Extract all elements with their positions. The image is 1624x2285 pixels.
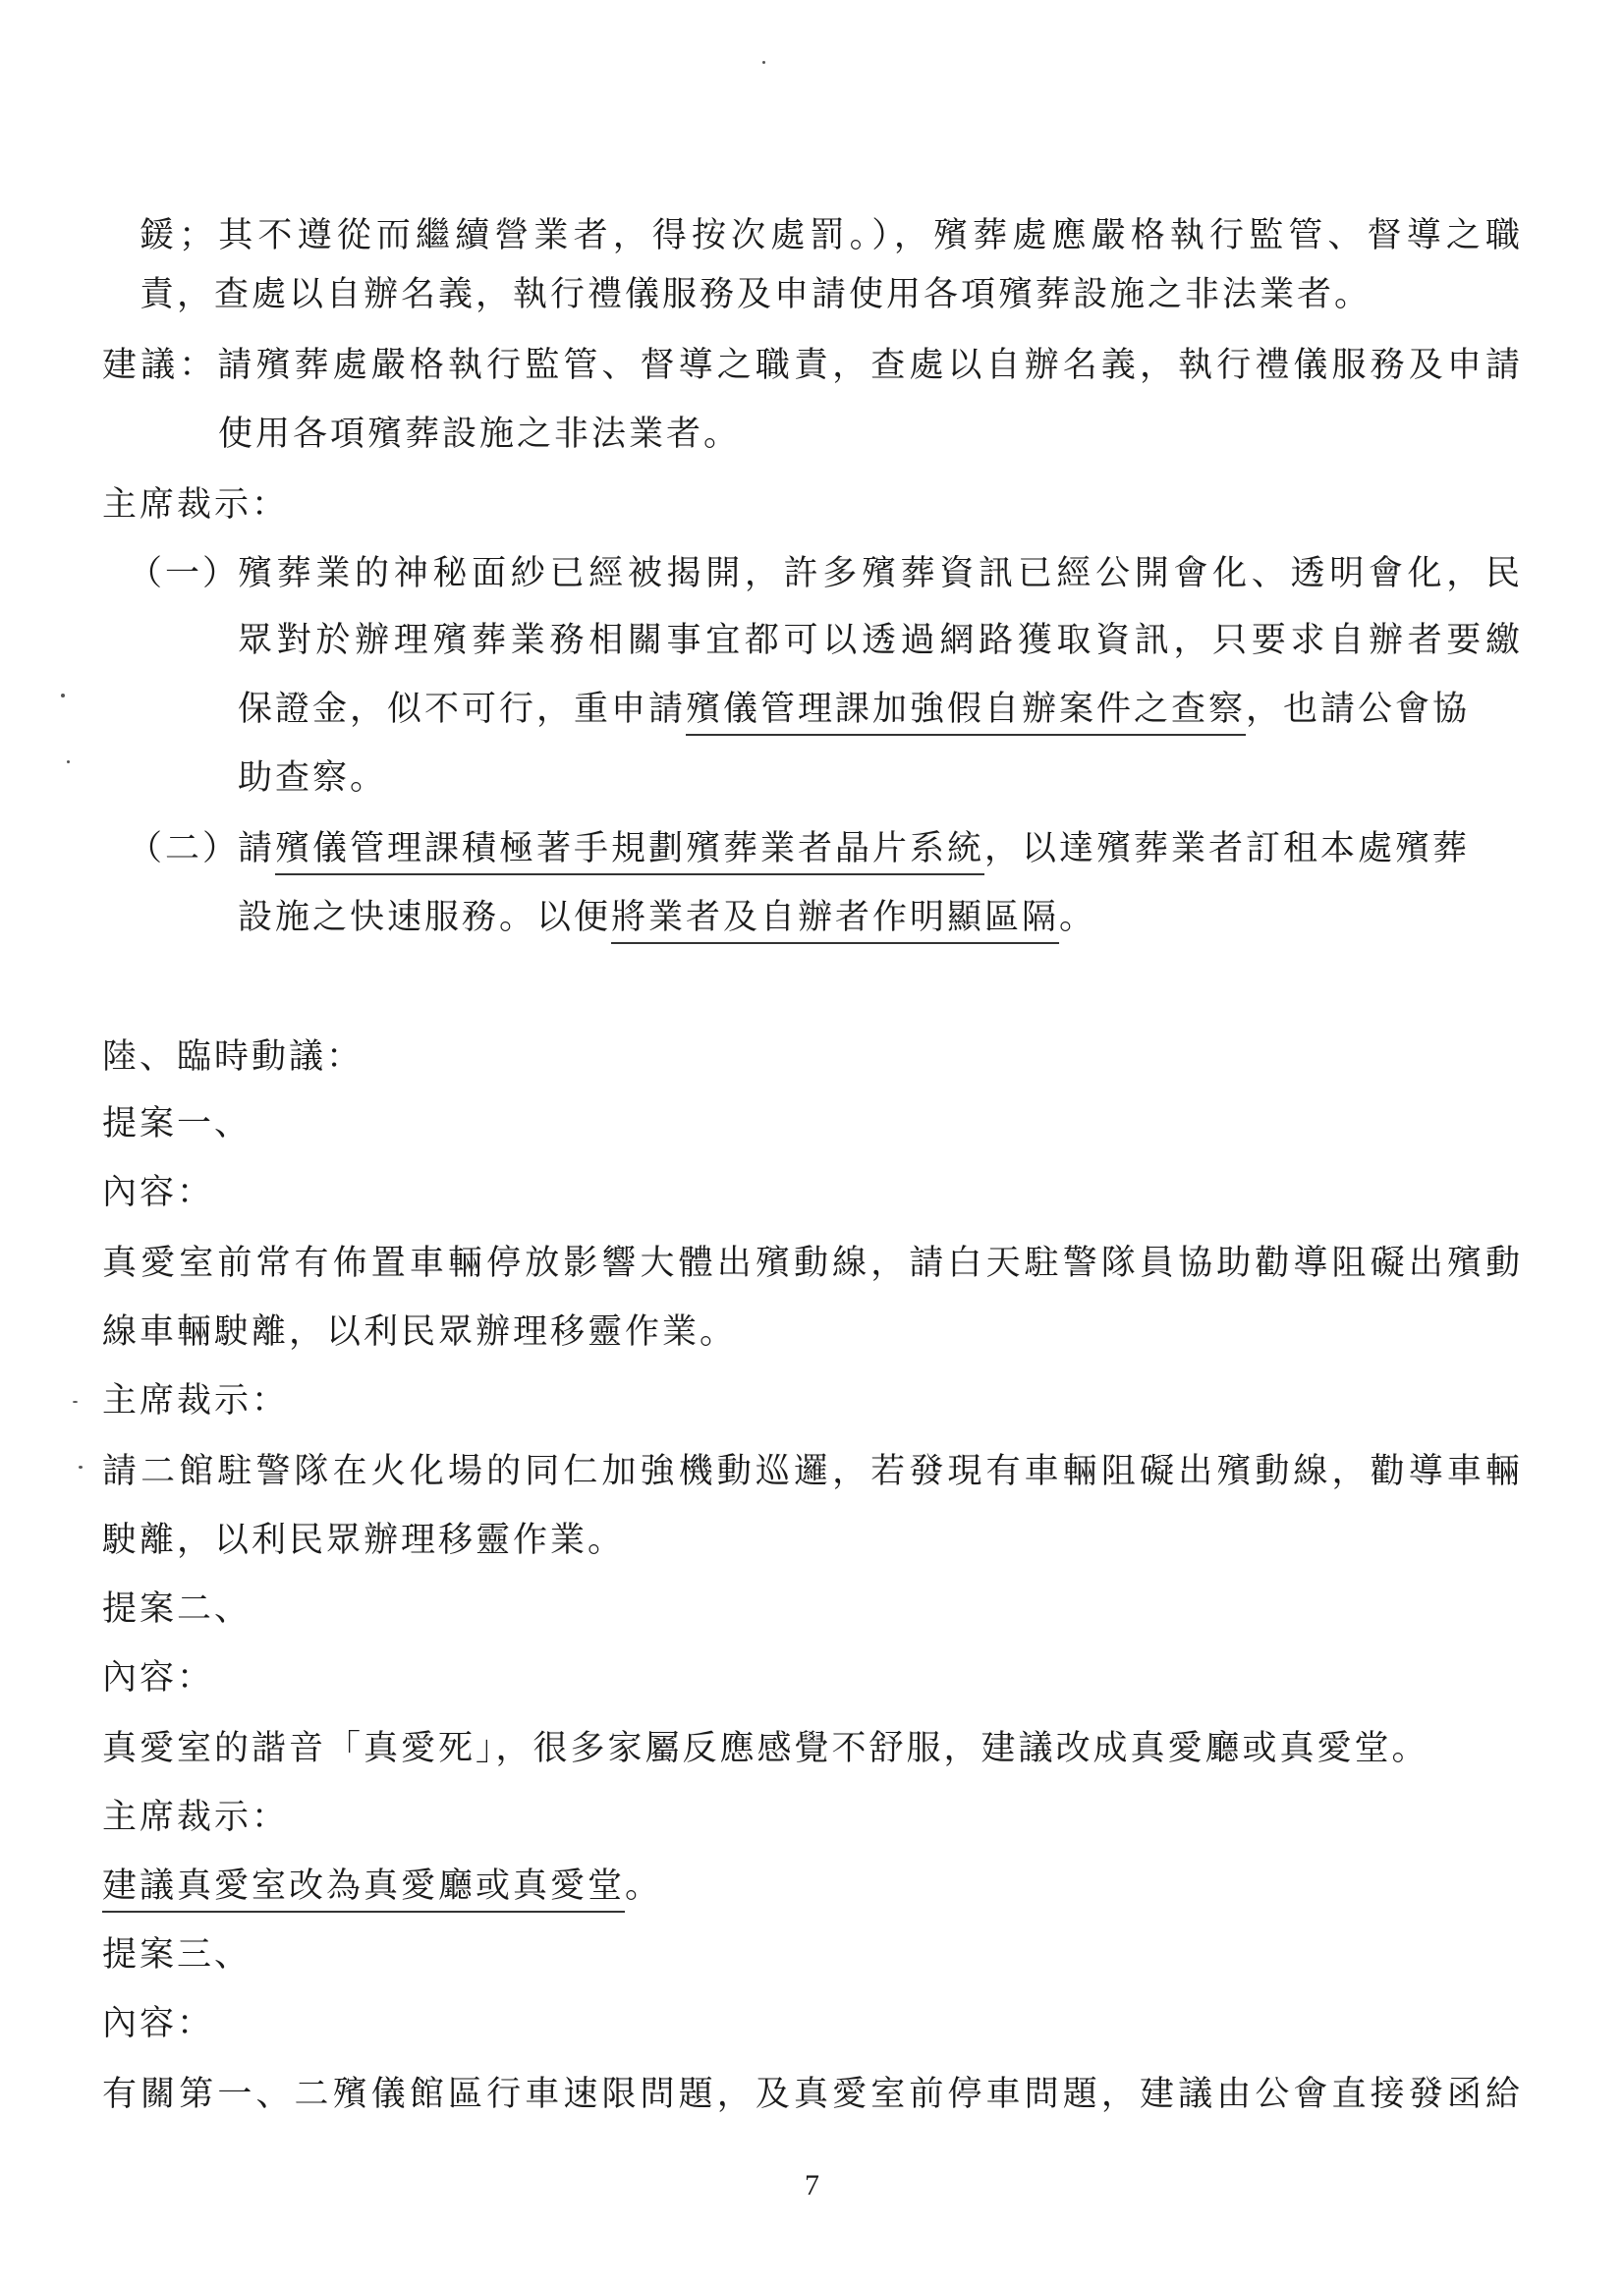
ruling-item-1-number: （一） [128, 554, 241, 593]
scan-speck [61, 694, 65, 697]
ruling-item-1-line-2: 眾對於辦理殯葬業務相關事宜都可以透過網路獲取資訊，只要求自辦者要繳 [238, 621, 1523, 660]
proposal-1-title: 提案一、 [102, 1104, 252, 1143]
ruling-item-1-line-3-end: ，也請公會協 [1246, 690, 1471, 729]
suggestion-line-2: 使用各項殯葬設施之非法業者。 [218, 415, 742, 454]
ruling-item-2-number: （二） [128, 829, 241, 868]
proposal-2-ruling-end: 。 [625, 1867, 663, 1906]
proposal-2-ruling-heading: 主席裁示： [102, 1798, 290, 1837]
ruling-item-2-line-1-end: ，以達殯葬業者訂租本處殯葬 [984, 829, 1471, 868]
scan-speck [73, 1401, 78, 1403]
ruling-item-1-line-4: 助查察。 [238, 758, 388, 798]
proposal-2-ruling-line-1 [102, 1863, 662, 1910]
scan-speck [67, 760, 70, 763]
section-heading: 陸、臨時動議： [102, 1037, 364, 1077]
ruling-item-2-line-2-end: 。 [1059, 898, 1097, 937]
proposal-3-content-label: 內容： [102, 2004, 215, 2043]
ruling-item-2-line-1-start: 請 [238, 829, 276, 868]
ruling-item-2-line-1 [238, 825, 1470, 872]
ruling-item-1-line-3 [238, 686, 1470, 733]
continuation-line-1: 鍰；其不遵從而繼續營業者，得按次處罰。），殯葬處應嚴格執行監管、督導之職 [140, 216, 1523, 255]
proposal-1-ruling-line-1: 請二館駐警隊在火化場的同仁加強機動巡邏，若發現有車輛阻礙出殯動線，勸導車輛 [102, 1452, 1523, 1491]
proposal-1-content-label: 內容： [102, 1173, 215, 1212]
proposal-2-content-line-1: 真愛室的諧音「真愛死」，很多家屬反應感覺不舒服，建議改成真愛廳或真愛堂。 [102, 1729, 1429, 1768]
ruling-item-2-line-2-start: 設施之快速服務。以便 [238, 898, 612, 937]
ruling-heading: 主席裁示： [102, 485, 290, 525]
proposal-2-content-label: 內容： [102, 1658, 215, 1698]
underlined-text: 建議真愛室改為真愛廳或真愛堂 [102, 1867, 626, 1906]
underlined-text: 殯儀管理課加強假自辦案件之查察 [686, 690, 1247, 729]
proposal-1-content-line-2: 線車輛駛離，以利民眾辦理移靈作業。 [102, 1312, 738, 1352]
proposal-2-title: 提案二、 [102, 1589, 252, 1629]
ruling-item-1-line-1: 殯葬業的神秘面紗已經被揭開，許多殯葬資訊已經公開會化、透明會化，民 [238, 554, 1523, 593]
proposal-1-ruling-line-2: 駛離，以利民眾辦理移靈作業。 [102, 1521, 626, 1560]
proposal-1-ruling-heading: 主席裁示： [102, 1381, 290, 1421]
ruling-item-1-line-3-start: 保證金，似不可行，重申請 [238, 690, 687, 729]
proposal-3-title: 提案三、 [102, 1935, 252, 1975]
underlined-text: 殯儀管理課積極著手規劃殯葬業者晶片系統 [275, 829, 985, 868]
suggestion-line-1: 建議：請殯葬處嚴格執行監管、督導之職責，查處以自辦名義，執行禮儀服務及申請 [102, 346, 1523, 385]
scan-speck [762, 61, 765, 64]
underlined-text: 將業者及自辦者作明顯區隔 [611, 898, 1060, 937]
proposal-1-content-line-1: 真愛室前常有佈置車輛停放影響大體出殯動線，請白天駐警隊員協助勸導阻礙出殯動 [102, 1244, 1523, 1283]
continuation-line-2: 責，查處以自辦名義，執行禮儀服務及申請使用各項殯葬設施之非法業者。 [140, 275, 1372, 314]
scan-speck [79, 1466, 83, 1469]
ruling-item-2-line-2 [238, 894, 1096, 941]
proposal-3-content-line-1: 有關第一、二殯儀館區行車速限問題，及真愛室前停車問題，建議由公會直接發函給 [102, 2075, 1523, 2114]
page-number: 7 [805, 2169, 819, 2201]
